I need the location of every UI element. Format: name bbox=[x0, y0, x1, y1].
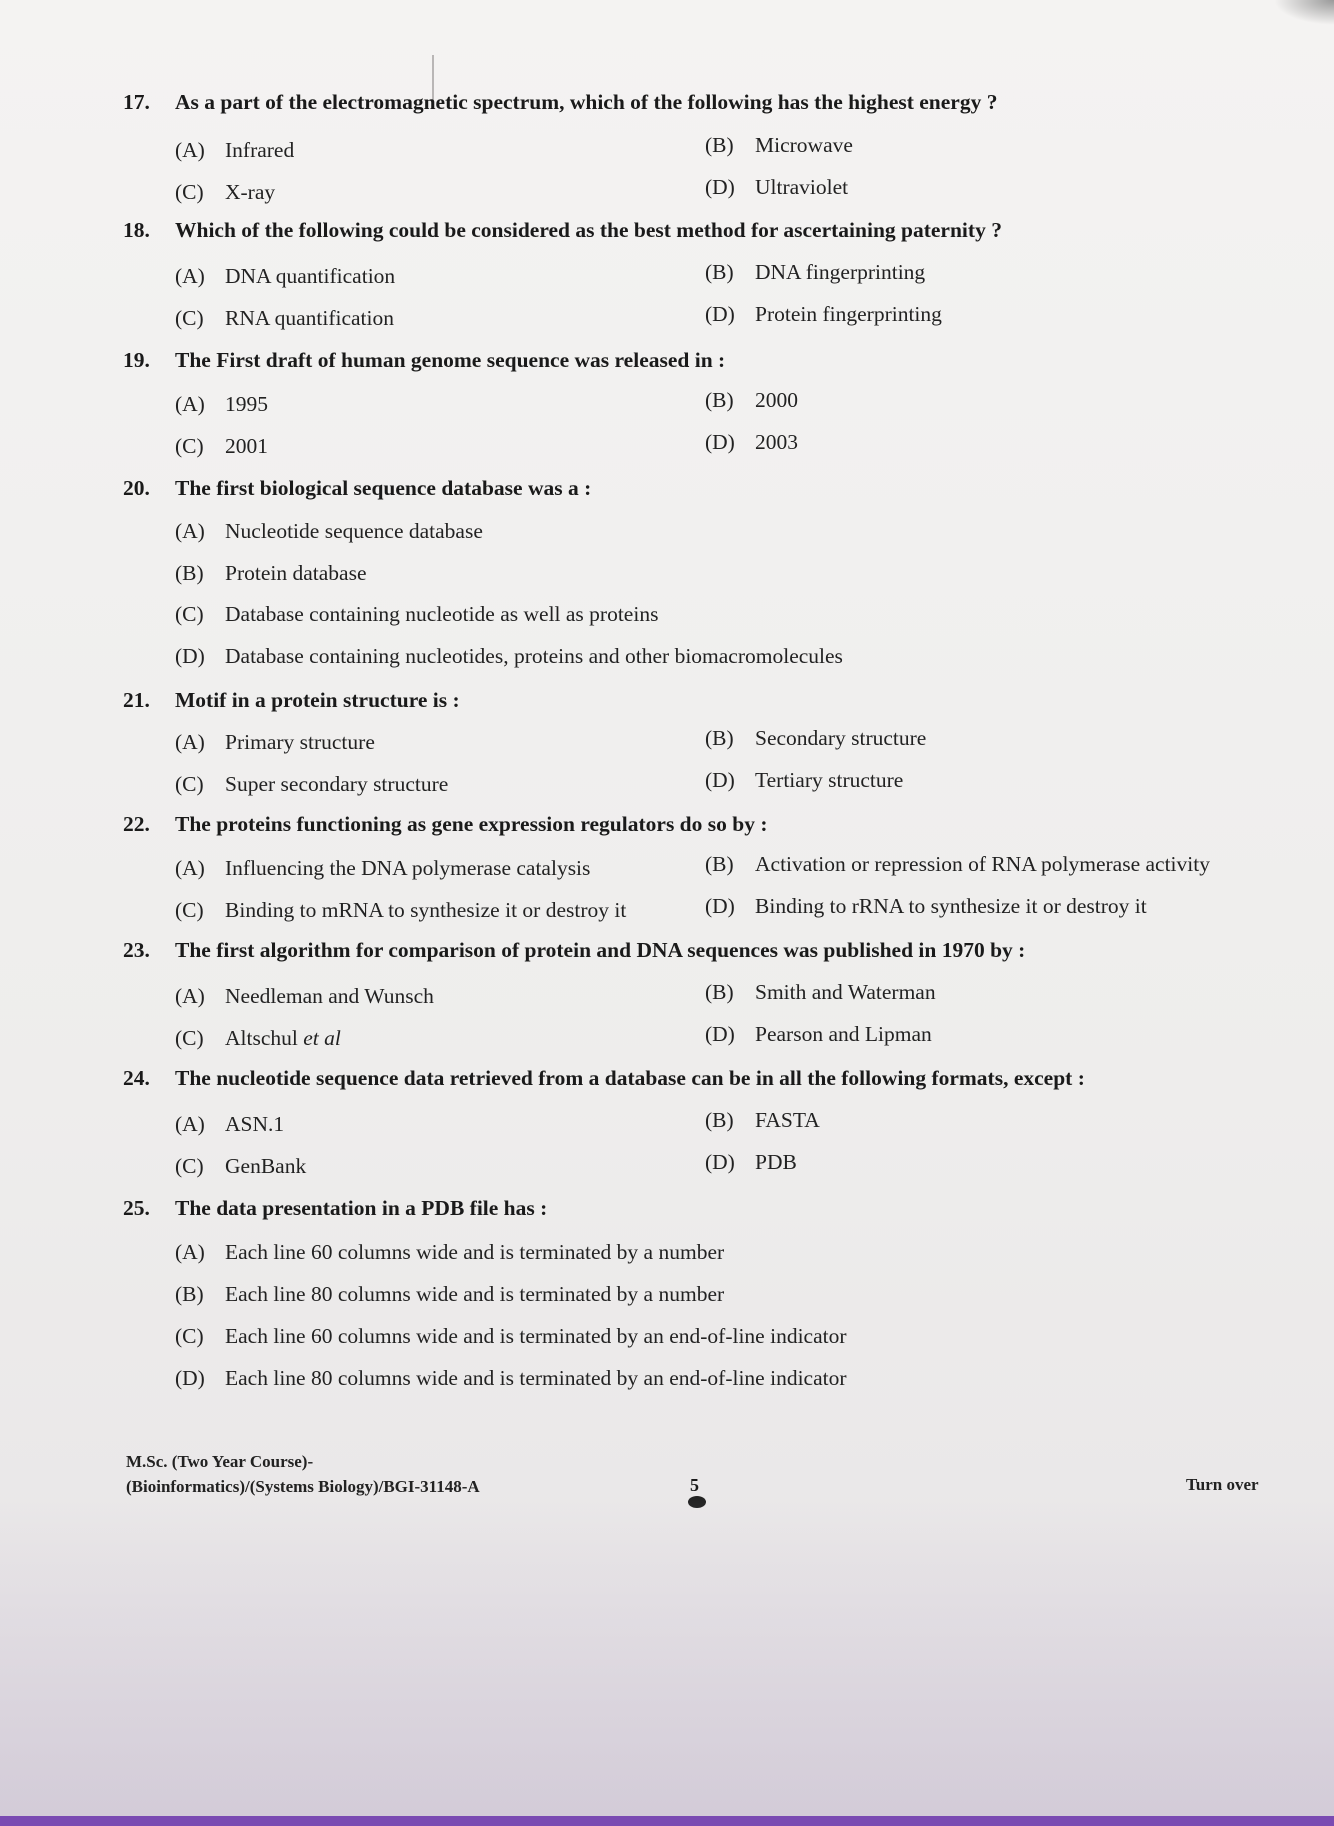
option-25-a: (A) Each line 60 columns wide and is terminated by a number bbox=[175, 1240, 725, 1264]
question-20: 20. The first biological sequence database was a : bbox=[123, 476, 592, 500]
question-text: Motif in a protein structure is : bbox=[175, 688, 460, 712]
option-21-d: (D) Tertiary structure bbox=[705, 768, 904, 792]
option-21-c: (C) Super secondary structure bbox=[175, 772, 449, 796]
course-code-line-1: M.Sc. (Two Year Course)- bbox=[126, 1452, 314, 1471]
option-22-a: (A) Influencing the DNA polymerase catalysis bbox=[175, 856, 591, 880]
option-20-a: (A) Nucleotide sequence database bbox=[175, 519, 483, 543]
question-text: The proteins functioning as gene expression regulators do so by : bbox=[175, 812, 768, 836]
question-22: 22. The proteins functioning as gene expression regulators do so by : bbox=[123, 812, 768, 836]
question-18: 18. Which of the following could be considered as the best method for ascertaining paternity ? bbox=[123, 218, 1002, 242]
question-text: The First draft of human genome sequence was released in : bbox=[175, 348, 726, 372]
turn-over-note: Turn over bbox=[1186, 1475, 1259, 1494]
option-18-c: (C) RNA quantification bbox=[175, 306, 394, 330]
question-17: 17. As a part of the electromagnetic spectrum, which of the following has the highest energy ? bbox=[123, 90, 998, 114]
option-25-c: (C) Each line 60 columns wide and is terminated by an end-of-line indicator bbox=[175, 1324, 847, 1348]
option-24-c: (C) GenBank bbox=[175, 1154, 307, 1178]
option-23-d: (D) Pearson and Lipman bbox=[705, 1022, 932, 1046]
question-text: The first biological sequence database was a : bbox=[175, 476, 592, 500]
scan-edge bbox=[0, 1816, 1334, 1826]
question-21: 21. Motif in a protein structure is : bbox=[123, 688, 460, 712]
question-24: 24. The nucleotide sequence data retrieved from a database can be in all the following formats, except : bbox=[123, 1066, 1085, 1090]
option-21-a: (A) Primary structure bbox=[175, 730, 375, 754]
option-18-b: (B) DNA fingerprinting bbox=[705, 260, 926, 284]
question-23: 23. The first algorithm for comparison of protein and DNA sequences was published in 1970 by : bbox=[123, 938, 1026, 962]
question-text: As a part of the electromagnetic spectrum, which of the following has the highest energy ? bbox=[175, 90, 998, 114]
scan-shadow bbox=[0, 1496, 1334, 1826]
option-23-b: (B) Smith and Waterman bbox=[705, 980, 936, 1004]
option-25-d: (D) Each line 80 columns wide and is terminated by an end-of-line indicator bbox=[175, 1366, 847, 1390]
option-20-d: (D) Database containing nucleotides, proteins and other biomacromolecules bbox=[175, 644, 843, 668]
question-25: 25. The data presentation in a PDB file has : bbox=[123, 1196, 548, 1220]
option-18-d: (D) Protein fingerprinting bbox=[705, 302, 942, 326]
option-19-b: (B) 2000 bbox=[705, 388, 798, 412]
option-20-c: (C) Database containing nucleotide as well as proteins bbox=[175, 602, 659, 626]
option-19-d: (D) 2003 bbox=[705, 430, 798, 454]
option-18-a: (A) DNA quantification bbox=[175, 264, 396, 288]
question-text: Which of the following could be considered as the best method for ascertaining paternity ? bbox=[175, 218, 1002, 242]
question-text: The data presentation in a PDB file has : bbox=[175, 1196, 548, 1220]
option-23-a: (A) Needleman and Wunsch bbox=[175, 984, 434, 1008]
page-corner-shadow bbox=[1274, 0, 1334, 25]
option-24-b: (B) FASTA bbox=[705, 1108, 820, 1132]
option-17-d: (D) Ultraviolet bbox=[705, 175, 849, 199]
option-17-b: (B) Microwave bbox=[705, 133, 853, 157]
option-19-c: (C) 2001 bbox=[175, 434, 268, 458]
option-22-d: (D) Binding to rRNA to synthesize it or destroy it bbox=[705, 894, 1147, 918]
option-22-c: (C) Binding to mRNA to synthesize it or destroy it bbox=[175, 898, 627, 922]
option-21-b: (B) Secondary structure bbox=[705, 726, 927, 750]
option-22-b: (B) Activation or repression of RNA polymerase activity bbox=[705, 852, 1210, 876]
question-text: The nucleotide sequence data retrieved from a database can be in all the following formats, except : bbox=[175, 1066, 1085, 1090]
option-23-c: (C) Altschul et al bbox=[175, 1026, 341, 1050]
option-20-b: (B) Protein database bbox=[175, 561, 367, 585]
option-25-b: (B) Each line 80 columns wide and is terminated by a number bbox=[175, 1282, 725, 1306]
course-code-line-2: (Bioinformatics)/(Systems Biology)/BGI-31148-A bbox=[126, 1477, 480, 1496]
option-24-a: (A) ASN.1 bbox=[175, 1112, 285, 1136]
question-19: 19. The First draft of human genome sequence was released in : bbox=[123, 348, 726, 372]
option-17-a: (A) Infrared bbox=[175, 138, 295, 162]
page-number: 5 bbox=[690, 1475, 699, 1495]
option-19-a: (A) 1995 bbox=[175, 392, 268, 416]
question-text: The first algorithm for comparison of protein and DNA sequences was published in 1970 by : bbox=[175, 938, 1026, 962]
option-17-c: (C) X-ray bbox=[175, 180, 276, 204]
option-24-d: (D) PDB bbox=[705, 1150, 797, 1174]
